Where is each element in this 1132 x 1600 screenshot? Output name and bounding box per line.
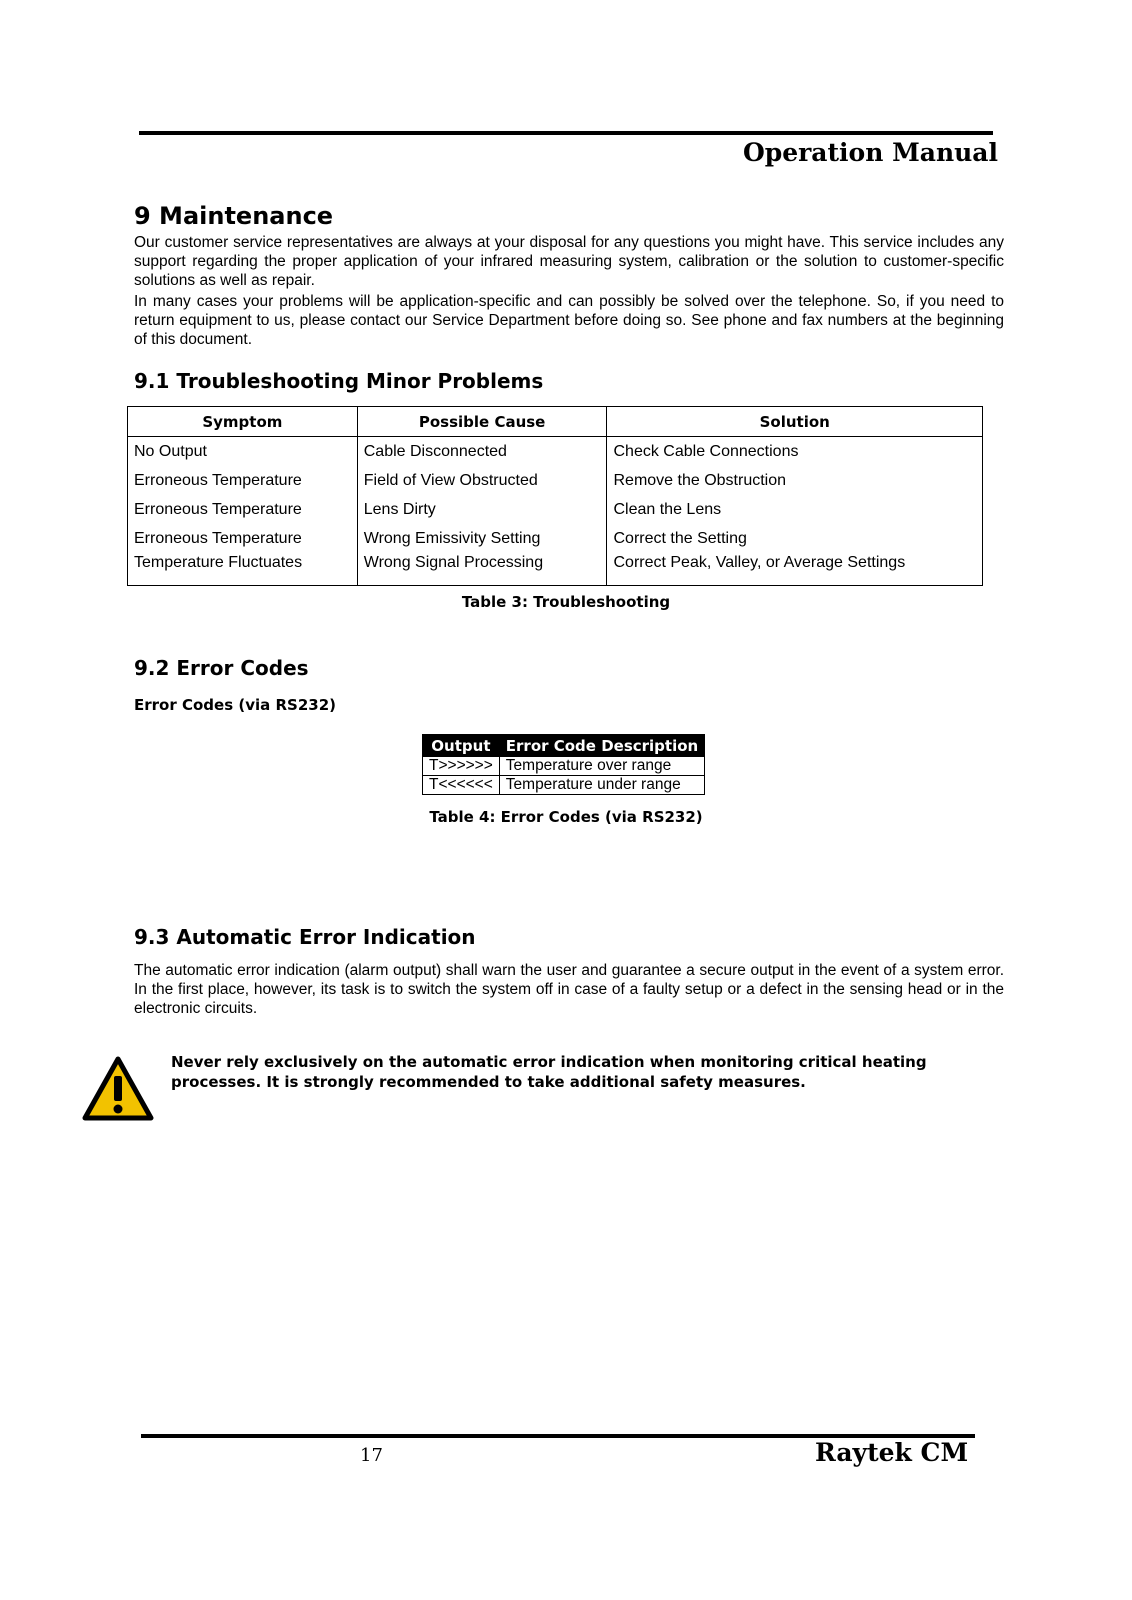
error-codes-subheading: Error Codes (via RS232): [134, 696, 336, 714]
table-3-caption: Table 3: Troubleshooting: [461, 593, 671, 611]
solution-cell: Correct the Setting: [607, 524, 983, 553]
section-title: 9 Maintenance: [134, 202, 334, 230]
symptom-cell: Erroneous Temperature: [128, 466, 358, 495]
table-row: [423, 776, 705, 795]
column-header-description: Error Code Description: [499, 735, 704, 757]
warning-text: Never rely exclusively on the automatic error indication when monitoring critical heating processes. It is strongly recommended to take additional safety measures.: [171, 1053, 927, 1091]
table-header-row: [423, 735, 705, 757]
description-cell: Temperature over range: [499, 757, 704, 776]
symptom-cell: Erroneous Temperature: [128, 495, 358, 524]
cause-cell: Wrong Emissivity Setting: [357, 524, 607, 553]
column-header-solution: Solution: [607, 407, 983, 437]
table-row: [128, 553, 983, 586]
error-codes-heading: 9.2 Error Codes: [134, 656, 309, 680]
output-cell: T>>>>>>: [423, 757, 500, 776]
column-header-output: Output: [423, 735, 500, 757]
output-cell: T<<<<<<: [423, 776, 500, 795]
cause-cell: Wrong Signal Processing: [357, 553, 607, 586]
troubleshooting-table: [127, 406, 983, 586]
symptom-cell: Temperature Fluctuates: [128, 553, 358, 586]
page-number: 17: [360, 1445, 383, 1466]
solution-cell: Check Cable Connections: [607, 437, 983, 467]
solution-cell: Correct Peak, Valley, or Average Settings: [607, 553, 983, 586]
auto-error-paragraph: The automatic error indication (alarm output) shall warn the user and guarantee a secure output in the event of a system error. In the first place, however, its task is to switch the system off in case of a faulty setup or a defect in the sensing head or in the electronic circuits.: [134, 962, 1004, 1017]
description-cell: Temperature under range: [499, 776, 704, 795]
solution-cell: Remove the Obstruction: [607, 466, 983, 495]
auto-error-heading: 9.3 Automatic Error Indication: [134, 925, 476, 949]
intro-paragraph-2: In many cases your problems will be application-specific and can possibly be solved over the telephone. So, if you need to return equipment to us, please contact our Service Department before doing so. See phone and fax numbers at the beginning of this document.: [134, 293, 1004, 348]
cause-cell: Field of View Obstructed: [357, 466, 607, 495]
troubleshooting-heading: 9.1 Troubleshooting Minor Problems: [134, 369, 544, 393]
symptom-cell: No Output: [128, 437, 358, 467]
table-row: [128, 495, 983, 524]
symptom-cell: Erroneous Temperature: [128, 524, 358, 553]
header-rule: [139, 131, 993, 135]
error-codes-table: [422, 734, 705, 795]
table-header-row: [128, 407, 983, 437]
header-title: Operation Manual: [742, 138, 998, 167]
table-row: [128, 437, 983, 467]
warning-triangle-icon: [82, 1056, 154, 1122]
table-row: [128, 524, 983, 553]
cause-cell: Cable Disconnected: [357, 437, 607, 467]
cause-cell: Lens Dirty: [357, 495, 607, 524]
column-header-cause: Possible Cause: [357, 407, 607, 437]
column-header-symptom: Symptom: [128, 407, 358, 437]
table-4-caption: Table 4: Error Codes (via RS232): [429, 808, 703, 826]
intro-paragraph-1: Our customer service representatives are always at your disposal for any questions you might have. This service includes any support regarding the proper application of your infrared measuring system, calibration or the solution to customer-specific solutions as well as repair.: [134, 234, 1004, 289]
solution-cell: Clean the Lens: [607, 495, 983, 524]
footer-title: Raytek CM: [815, 1438, 969, 1467]
table-row: [423, 757, 705, 776]
table-row: [128, 466, 983, 495]
